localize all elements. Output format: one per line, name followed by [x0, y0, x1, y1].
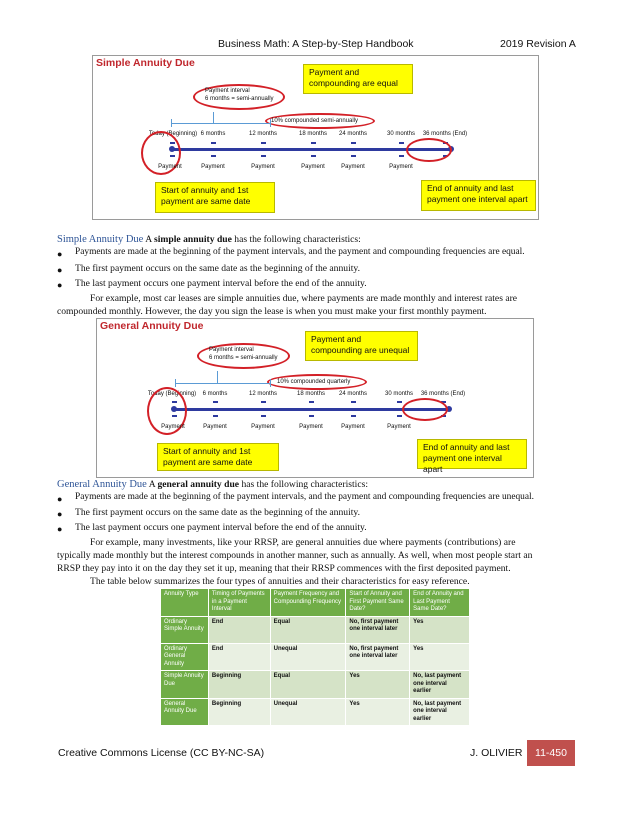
header-revision: 2019 Revision A — [500, 38, 576, 50]
timeline-label-6: 6 months — [200, 131, 226, 137]
table-cell: No, first payment one interval later — [346, 643, 410, 671]
simple-annuity-due-diagram — [92, 55, 539, 220]
figure-title: General Annuity Due — [100, 320, 204, 332]
footer-license: Creative Commons License (CC BY-NC-SA) — [58, 747, 265, 759]
callout-end: End of annuity and last payment one interval apart — [421, 180, 536, 211]
payment-label: Payment — [201, 164, 225, 170]
timeline-label-30: 30 months — [384, 391, 414, 397]
bullet-marker: ● — [57, 509, 63, 519]
payment-label: Payment — [341, 424, 365, 430]
figure-title: Simple Annuity Due — [96, 57, 195, 69]
intro-post: has the following characteristics: — [231, 234, 361, 245]
bracket-left-tick — [171, 119, 172, 127]
callout-start: Start of annuity and 1st payment are same date — [155, 182, 275, 213]
table-cell: Equal — [270, 616, 346, 643]
general-annuity-due-diagram — [96, 318, 534, 478]
payment-label: Payment — [389, 164, 413, 170]
intro-term: simple annuity due — [154, 234, 232, 245]
bullet-item: Payments are made at the beginning of the payment intervals, and the payment and compounding frequencies are equal. — [75, 247, 525, 257]
payment-label: Payment — [251, 424, 275, 430]
header-title: Business Math: A Step-by-Step Handbook — [218, 38, 414, 50]
table-cell: No, first payment one interval later — [346, 616, 410, 643]
timeline-label-12: 12 months — [248, 391, 278, 397]
payment-interval-detail: 6 months = semi-annually — [209, 355, 278, 361]
table-header-cell: End of Annuity and Last Payment Same Date? — [410, 589, 470, 617]
bracket-pointer — [213, 112, 214, 123]
table-cell: Yes — [410, 643, 470, 671]
example-paragraph: typically made monthly but the interest compounds in another manner, such as annually. As well, when most people start an — [57, 550, 533, 561]
table-cell: Beginning — [208, 671, 270, 699]
payment-label: Payment — [341, 164, 365, 170]
timeline-label-24: 24 months — [338, 391, 368, 397]
table-cell: Yes — [346, 698, 410, 726]
payment-interval-label: Payment interval — [209, 347, 254, 353]
bracket-pointer — [217, 371, 218, 383]
payment-label: Payment — [299, 424, 323, 430]
page-number-badge: 11-450 — [527, 740, 575, 766]
callout-payment-compounding: Payment and compounding are equal — [303, 64, 413, 94]
callout-end: End of annuity and last payment one interval apart — [417, 439, 527, 469]
table-cell: Unequal — [270, 698, 346, 726]
payment-label: Payment — [301, 164, 325, 170]
compounding-label: 10% compounded semi-annually — [271, 118, 359, 124]
compounding-label: 10% compounded quarterly — [277, 379, 351, 385]
table-row — [161, 616, 470, 643]
bullet-marker: ● — [57, 249, 63, 259]
bullet-marker: ● — [57, 494, 63, 504]
table-header-cell: Payment Frequency and Compounding Frequency — [270, 589, 346, 617]
bracket-right-tick — [270, 379, 271, 387]
interval-bracket — [175, 383, 271, 384]
bullet-marker: ● — [57, 280, 63, 290]
timeline-label-30: 30 months — [386, 131, 416, 137]
example-paragraph: For example, many investments, like your RRSP, are general annuities due where payments (contributions) are — [90, 537, 516, 548]
table-cell: Beginning — [208, 698, 270, 726]
table-header-cell: Start of Annuity and First Payment Same Date? — [346, 589, 410, 617]
table-row-header: General Annuity Due — [161, 698, 209, 726]
callout-payment-compounding: Payment and compounding are unequal — [305, 331, 418, 361]
bullet-item: Payments are made at the beginning of the payment intervals, and the payment and compounding frequencies are unequal. — [75, 492, 534, 502]
timeline-label-18: 18 months — [296, 391, 326, 397]
payment-label: Payment — [203, 424, 227, 430]
bracket-left-tick — [175, 379, 176, 387]
timeline-label-6: 6 months — [202, 391, 228, 397]
payment-interval-label: Payment interval — [205, 88, 250, 94]
table-header-cell: Annuity Type — [161, 589, 209, 617]
timeline-label-start: Today (Beginning) — [148, 131, 198, 137]
timeline-label-12: 12 months — [248, 131, 278, 137]
payment-label: Payment — [387, 424, 411, 430]
table-cell: End — [208, 643, 270, 671]
bracket-right-tick — [270, 119, 271, 127]
table-header-row — [161, 589, 470, 617]
table-cell: No, last payment one interval earlier — [410, 671, 470, 699]
table-row-header: Simple Annuity Due — [161, 671, 209, 699]
table-cell: Yes — [346, 671, 410, 699]
table-cell: Unequal — [270, 643, 346, 671]
bullet-item: The first payment occurs on the same date as the beginning of the annuity. — [75, 507, 360, 518]
section-heading: General Annuity Due — [57, 479, 147, 490]
table-row-header: Ordinary Simple Annuity — [161, 616, 209, 643]
timeline-label-end: 36 months (End) — [420, 391, 466, 397]
table-cell: Yes — [410, 616, 470, 643]
table-header-cell: Timing of Payments in a Payment Interval — [208, 589, 270, 617]
table-cell: No, last payment one interval earlier — [410, 698, 470, 726]
timeline-label-start: Today (Beginning) — [147, 391, 197, 397]
bullet-marker: ● — [57, 524, 63, 534]
callout-start: Start of annuity and 1st payment are same date — [157, 443, 279, 471]
simple-annuity-due-intro — [57, 233, 361, 247]
table-intro: The table below summarizes the four types of annuities and their characteristics for easy reference. — [90, 576, 470, 587]
example-paragraph: RRSP they pay into it on the day they set it up, meaning that their RRSP commences with the first deposited payment. — [57, 563, 511, 574]
payment-label: Payment — [161, 424, 185, 430]
intro-pre: A — [145, 234, 155, 245]
table-row — [161, 698, 470, 726]
timeline-label-18: 18 months — [298, 131, 328, 137]
bullet-item: The first payment occurs on the same date as the beginning of the annuity. — [75, 263, 360, 274]
table-row-header: Ordinary General Annuity — [161, 643, 209, 671]
payment-label: Payment — [251, 164, 275, 170]
intro-post: has the following characteristics: — [239, 479, 369, 490]
example-paragraph: compounded monthly. However, the day you sign the lease is when you must make your first monthly payment. — [57, 306, 487, 317]
intro-pre: A — [148, 479, 158, 490]
table-row — [161, 643, 470, 671]
table-cell: Equal — [270, 671, 346, 699]
bullet-item: The last payment occurs one payment interval before the end of the annuity. — [75, 278, 367, 289]
table-cell: End — [208, 616, 270, 643]
timeline-label-24: 24 months — [338, 131, 368, 137]
example-paragraph: For example, most car leases are simple annuities due, where payments are made monthly and interest rates are — [90, 293, 518, 304]
end-ring — [402, 398, 448, 421]
end-ring — [406, 138, 452, 162]
payment-label: Payment — [158, 164, 182, 170]
interval-bracket — [171, 123, 271, 124]
intro-term: general annuity due — [157, 479, 240, 490]
payment-interval-detail: 6 months = semi-annually — [205, 96, 274, 102]
bullet-item: The last payment occurs one payment interval before the end of the annuity. — [75, 522, 367, 533]
bullet-marker: ● — [57, 265, 63, 275]
table-row — [161, 671, 470, 699]
section-heading: Simple Annuity Due — [57, 234, 144, 245]
footer-author: J. OLIVIER — [470, 747, 523, 759]
general-annuity-due-intro — [57, 478, 368, 492]
annuity-summary-table — [160, 588, 470, 726]
timeline-label-end: 36 months (End) — [422, 131, 468, 137]
